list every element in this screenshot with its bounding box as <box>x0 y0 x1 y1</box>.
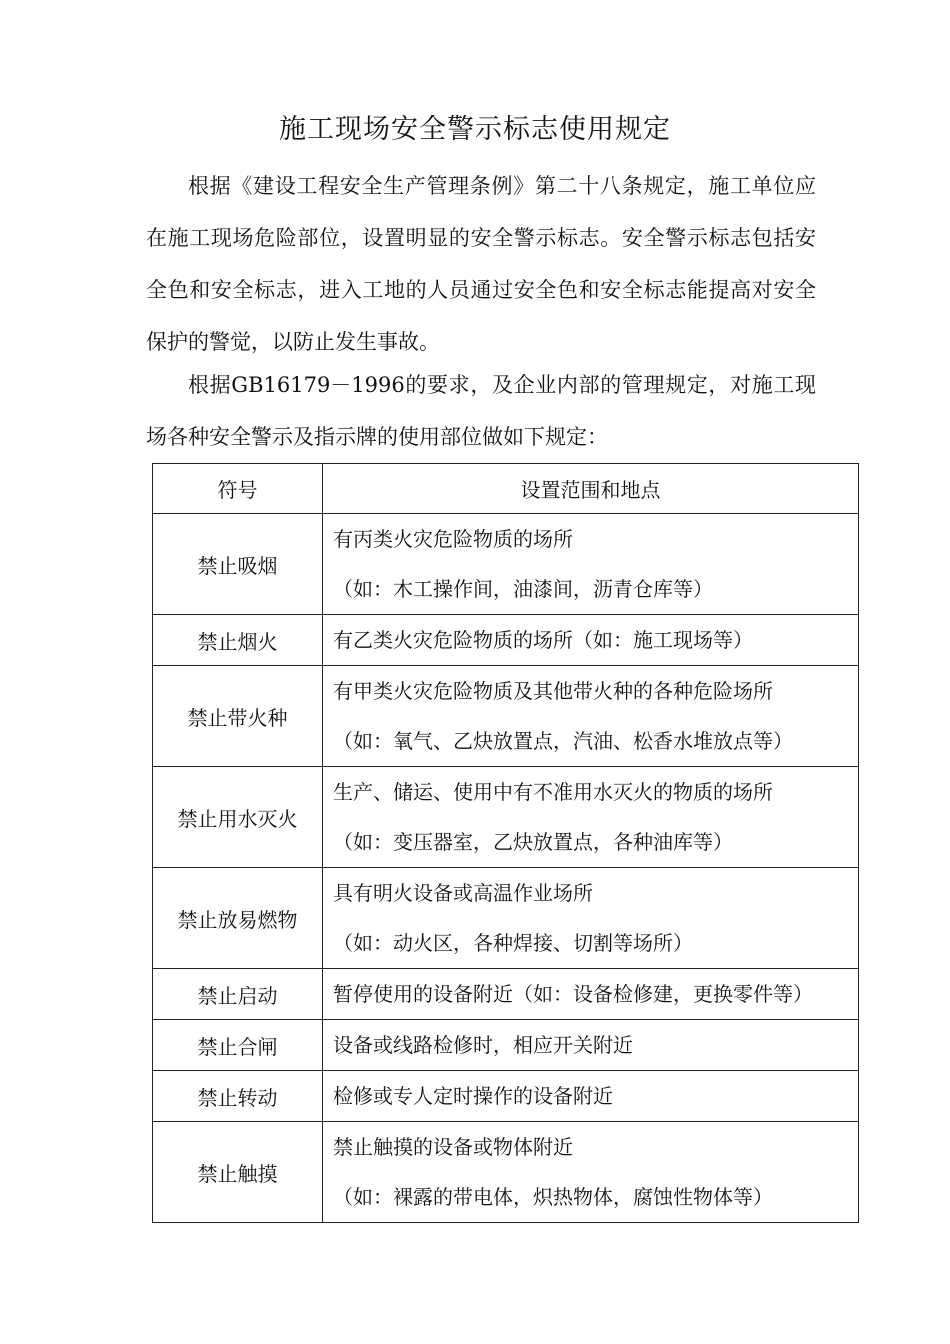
regulation-paragraph: 根据GB16179－1996的要求，及企业内部的管理规定，对施工现场各种安全警示及指示牌的使用部位做如下规定： <box>146 373 816 449</box>
header-location: 设置范围和地点 <box>323 464 859 514</box>
table-row <box>153 615 859 666</box>
location-line: （如：动火区，各种焊接、切割等场所） <box>333 931 693 955</box>
table-header-row <box>153 464 859 514</box>
location-line: 有乙类火灾危险物质的场所（如：施工现场等） <box>333 628 753 652</box>
sign-cell: 禁止合闸 <box>153 1020 323 1071</box>
sign-cell: 禁止放易燃物 <box>153 868 323 969</box>
location-line: （如：裸露的带电体，炽热物体，腐蚀性物体等） <box>333 1185 773 1209</box>
table-row <box>153 1071 859 1122</box>
sign-cell: 禁止转动 <box>153 1071 323 1122</box>
location-cell <box>323 767 859 868</box>
location-cell <box>323 1071 859 1122</box>
location-line: 有甲类火灾危险物质及其他带火种的各种危险场所 <box>333 679 773 703</box>
location-line: 具有明火设备或高温作业场所 <box>333 881 593 905</box>
table-row <box>153 514 859 615</box>
location-cell <box>323 868 859 969</box>
table-row <box>153 767 859 868</box>
location-line: （如：变压器室，乙炔放置点，各种油库等） <box>333 830 733 854</box>
location-cell <box>323 615 859 666</box>
sign-cell: 禁止用水灭火 <box>153 767 323 868</box>
sign-cell: 禁止吸烟 <box>153 514 323 615</box>
location-line: 禁止触摸的设备或物体附近 <box>333 1135 573 1159</box>
location-line: 设备或线路检修时，相应开关附近 <box>333 1033 633 1057</box>
location-cell <box>323 666 859 767</box>
location-cell <box>323 1122 859 1223</box>
location-line: 生产、储运、使用中有不准用水灭火的物质的场所 <box>333 780 773 804</box>
sign-cell: 禁止启动 <box>153 969 323 1020</box>
sign-cell: 禁止触摸 <box>153 1122 323 1223</box>
intro-paragraph: 根据《建设工程安全生产管理条例》第二十八条规定，施工单位应在施工现场危险部位，设置明显的安全警示标志。安全警示标志包括安全色和安全标志，进入工地的人员通过安全色和安全标志能提高对安全保护的警觉，以防止发生事故。 <box>146 174 816 354</box>
sign-cell: 禁止带火种 <box>153 666 323 767</box>
table-row <box>153 969 859 1020</box>
header-sign: 符号 <box>153 464 323 514</box>
location-line: （如：木工操作间，油漆间，沥青仓库等） <box>333 577 713 601</box>
page-title: 施工现场安全警示标志使用规定 <box>279 114 671 145</box>
location-cell <box>323 969 859 1020</box>
warning-sign-table <box>152 463 859 1223</box>
location-line: 有丙类火灾危险物质的场所 <box>333 527 573 551</box>
table-row <box>153 868 859 969</box>
table-row <box>153 1122 859 1223</box>
table-row <box>153 666 859 767</box>
table-row <box>153 1020 859 1071</box>
location-line: 检修或专人定时操作的设备附近 <box>333 1084 613 1108</box>
location-line: （如：氧气、乙炔放置点，汽油、松香水堆放点等） <box>333 729 793 753</box>
location-cell <box>323 1020 859 1071</box>
location-cell <box>323 514 859 615</box>
location-line: 暂停使用的设备附近（如：设备检修建，更换零件等） <box>333 982 813 1006</box>
sign-cell: 禁止烟火 <box>153 615 323 666</box>
